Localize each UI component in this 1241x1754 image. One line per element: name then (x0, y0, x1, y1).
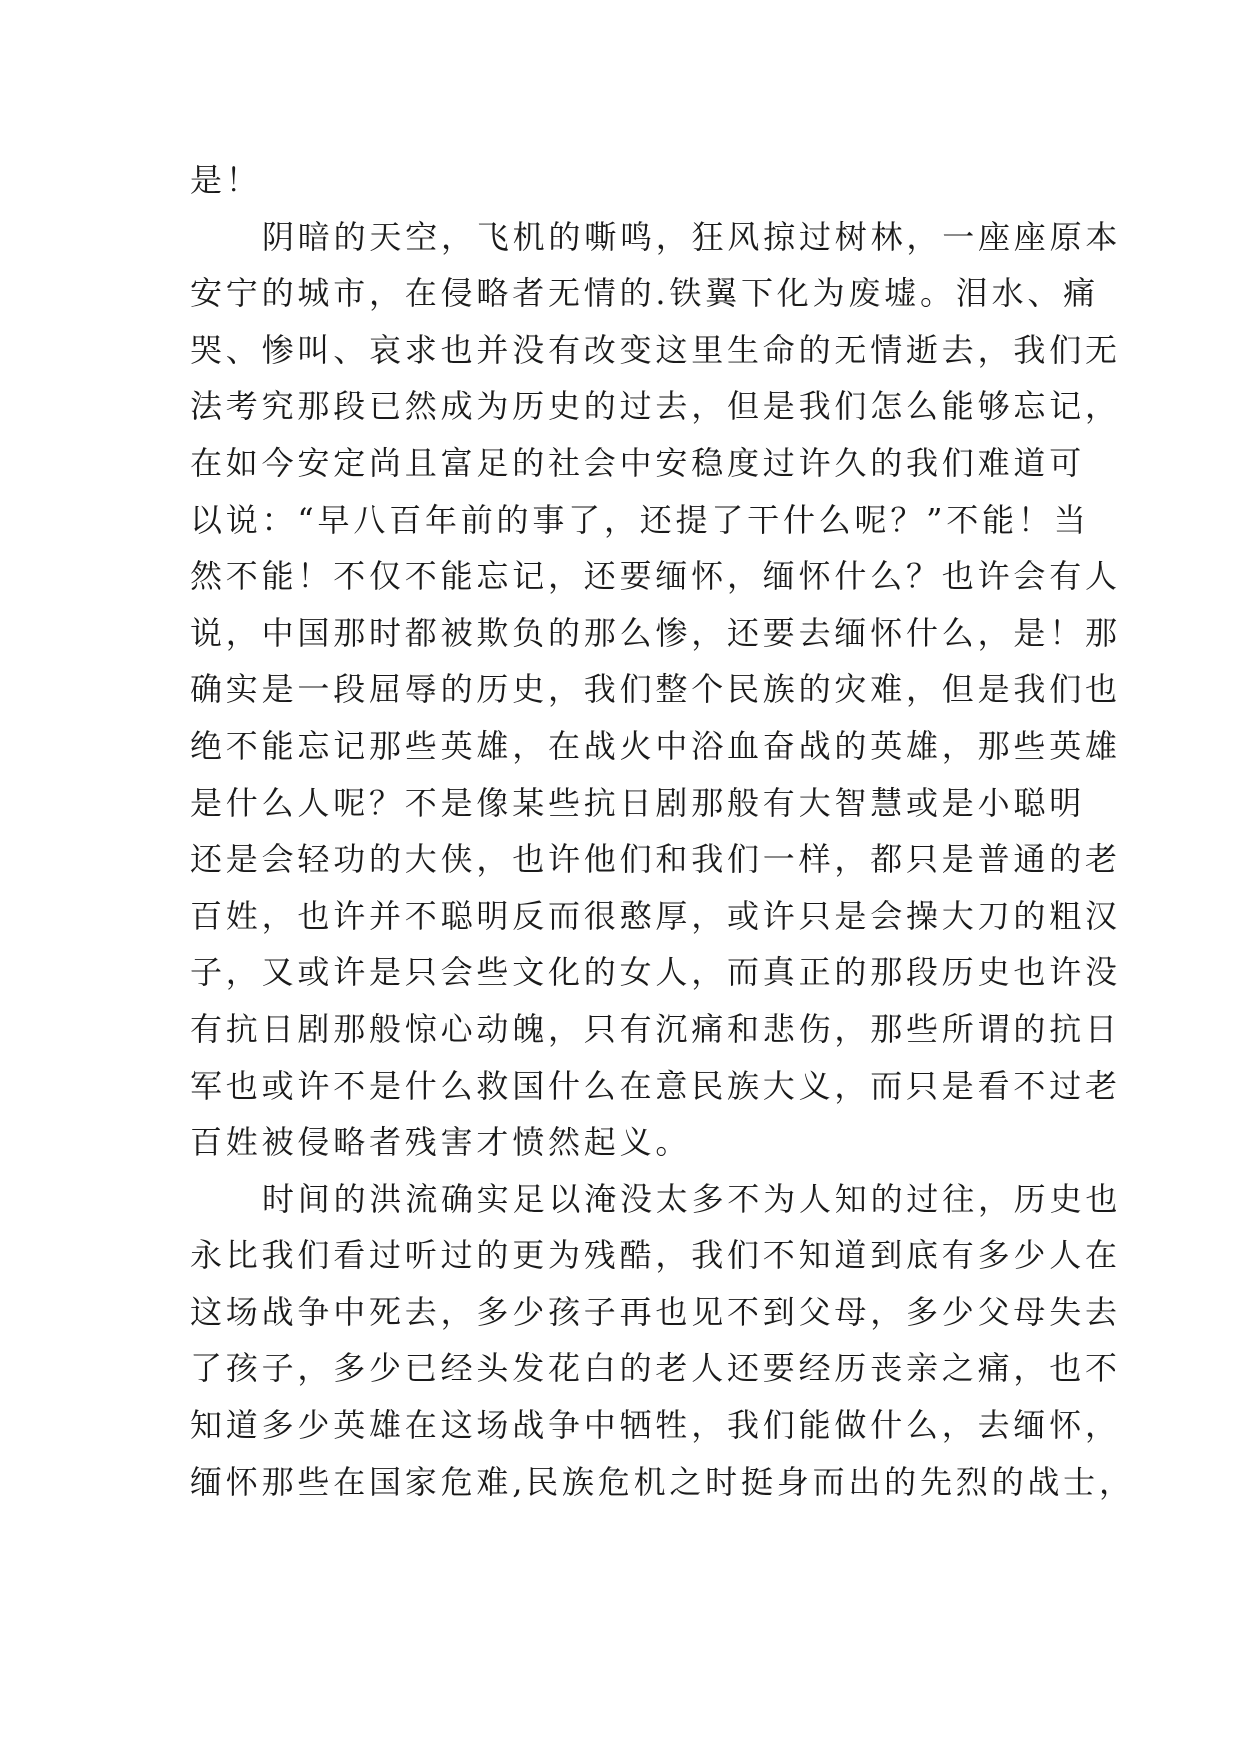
text-line: 缅怀那些在国家危难,民族危机之时挺身而出的先烈的战士， (190, 1462, 1135, 1501)
text-line: 是！ (190, 161, 262, 199)
text-line: 在如今安定尚且富足的社会中安稳度过许久的我们难道可 (190, 443, 1086, 482)
text-line: 安宁的城市，在侵略者无情的.铁翼下化为废墟。泪水、痛 (190, 274, 1099, 313)
body-text (190, 152, 1135, 1510)
text-line: 时间的洪流确实足以淹没太多不为人知的过往，历史也 (262, 1179, 1122, 1218)
text-line: 还是会轻功的大侠，也许他们和我们一样，都只是普通的老 (190, 840, 1121, 879)
text-line: 军也或许不是什么救国什么在意民族大义，而只是看不过老 (190, 1066, 1121, 1105)
text-line: 然不能！不仅不能忘记，还要缅怀，缅怀什么？也许会有人 (190, 557, 1121, 596)
text-line: 了孩子，多少已经头发花白的老人还要经历丧亲之痛，也不 (190, 1349, 1121, 1388)
text-line: 这场战争中死去，多少孩子再也见不到父母，多少父母失去 (190, 1292, 1121, 1331)
text-line: 法考究那段已然成为历史的过去，但是我们怎么能够忘记， (190, 387, 1121, 426)
text-line: 百姓被侵略者残害才愤然起义。 (190, 1123, 692, 1162)
text-line: 有抗日剧那般惊心动魄，只有沉痛和悲伤，那些所谓的抗日 (190, 1009, 1121, 1048)
text-line: 确实是一段屈辱的历史，我们整个民族的灾难，但是我们也 (190, 670, 1121, 709)
text-line: 说，中国那时都被欺负的那么惨，还要去缅怀什么，是！那 (190, 613, 1121, 652)
text-line: 百姓，也许并不聪明反而很憨厚，或许只是会操大刀的粗汉 (190, 896, 1121, 935)
text-line: 知道多少英雄在这场战争中牺牲，我们能做什么，去缅怀， (190, 1406, 1121, 1445)
text-line: 哭、惨叫、哀求也并没有改变这里生命的无情逝去，我们无 (190, 330, 1121, 369)
text-line: 子，又或许是只会些文化的女人，而真正的那段历史也许没 (190, 953, 1121, 992)
text-line: 是什么人呢？不是像某些抗日剧那般有大智慧或是小聪明 (190, 783, 1086, 822)
text-line: 绝不能忘记那些英雄，在战火中浴血奋战的英雄，那些英雄 (190, 726, 1121, 765)
text-line: 永比我们看过听过的更为残酷，我们不知道到底有多少人在 (190, 1236, 1121, 1275)
text-line: 阴暗的天空，飞机的嘶鸣，狂风掠过树林，一座座原本 (262, 217, 1122, 256)
text-line: 以说：“早八百年前的事了，还提了干什么呢？”不能！当 (190, 500, 1090, 539)
